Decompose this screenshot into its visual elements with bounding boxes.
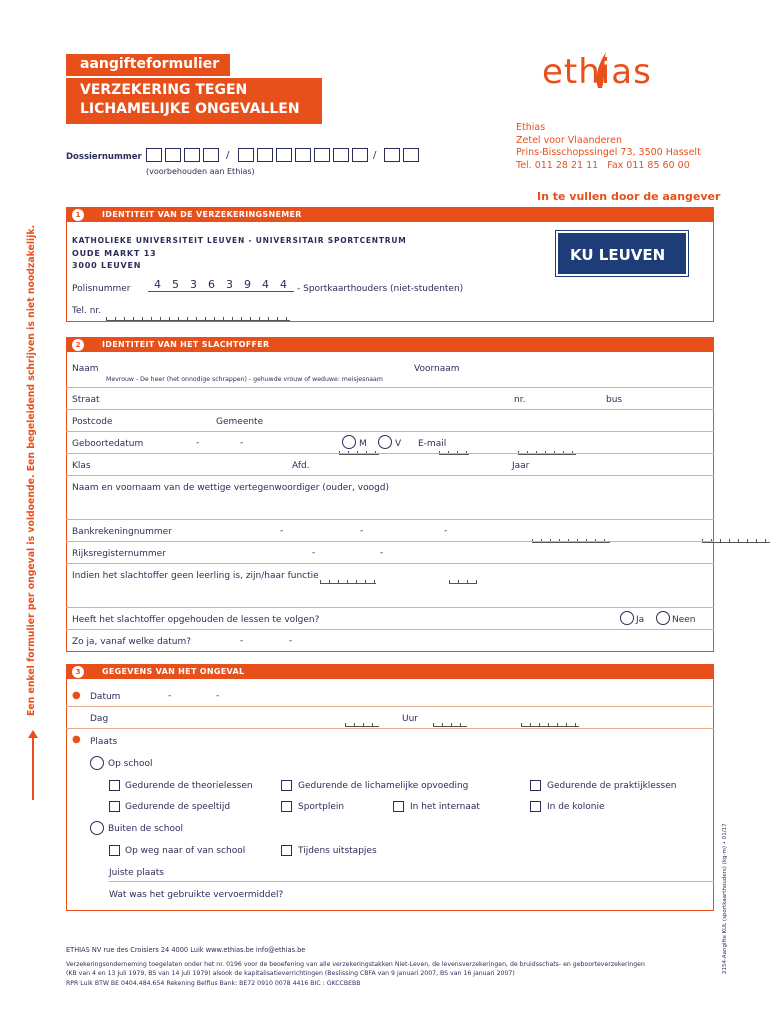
lessen-ja-label: Ja	[636, 615, 645, 625]
weg-checkbox[interactable]	[109, 845, 120, 856]
jaar-label: Jaar	[512, 461, 530, 471]
uitstapjes-label: Tijdens uitstapjes	[298, 846, 377, 856]
speeltijd-label: Gedurende de speeltijd	[125, 802, 231, 812]
accident-day-field[interactable]	[345, 721, 379, 727]
polis-digit: 6	[208, 278, 215, 291]
bullet-icon: ●	[72, 734, 81, 745]
date-dash: -	[196, 438, 200, 448]
address-company: Ethias	[516, 122, 546, 133]
ku-leuven-logo-text: KU LEUVEN	[570, 246, 666, 264]
footer-line4: RPR Luik BTW BE 0404.484.654 Rekening Belfius Bank: BE72 0910 0078 4416 BIC : GKCCBEBB	[66, 979, 361, 987]
straat-label: Straat	[72, 395, 100, 405]
date-dash: -	[168, 691, 172, 701]
birth-month-field[interactable]	[439, 449, 469, 455]
dossier-box[interactable]	[333, 148, 349, 162]
rijks-label: Rijksregisternummer	[72, 549, 166, 559]
dossier-box[interactable]	[165, 148, 181, 162]
section3-number: 3	[72, 666, 84, 678]
klas-label: Klas	[72, 461, 91, 471]
dossier-box[interactable]	[238, 148, 254, 162]
tel-label: Tel. nr.	[72, 306, 102, 316]
kolonie-checkbox[interactable]	[530, 801, 541, 812]
separator	[66, 519, 714, 520]
buiten-school-radio[interactable]	[90, 821, 104, 835]
section1-number: 1	[72, 209, 84, 221]
vertegenwoordiger-label: Naam en voornaam van de wettige vertegenwoordiger (ouder, voogd)	[72, 483, 390, 493]
datum-label: Datum	[90, 692, 121, 702]
footer-line1: ETHIAS NV rue des Croisiers 24 4000 Luik www.ethias.be info@ethias.be	[66, 946, 306, 954]
op-school-radio[interactable]	[90, 756, 104, 770]
section3-title: GEGEVENS VAN HET ONGEVAL	[102, 667, 245, 676]
side-arrow	[28, 730, 38, 802]
separator	[66, 475, 714, 476]
separator	[66, 563, 714, 564]
date-dash: -	[289, 636, 293, 646]
sportplein-checkbox[interactable]	[281, 801, 292, 812]
side-note: Een enkel formulier per ongeval is voldoende. Een begeleidend schrijven is niet noodzakelijk.	[26, 224, 37, 716]
polis-digit: 3	[226, 278, 233, 291]
separator	[66, 706, 714, 707]
dossier-box[interactable]	[403, 148, 419, 162]
date-dash: -	[216, 691, 220, 701]
dossier-box[interactable]	[384, 148, 400, 162]
form-label-bar	[66, 54, 230, 76]
separator	[109, 881, 714, 882]
dossier-box[interactable]	[352, 148, 368, 162]
separator	[66, 431, 714, 432]
rijks-field[interactable]	[449, 578, 477, 584]
accident-month-field[interactable]	[433, 721, 467, 727]
section2-title: IDENTITEIT VAN HET SLACHTOFFER	[102, 340, 270, 349]
naam-note: Mevrouw - De heer (het onnodige schrappen) - gehuwde vrouw of weduwe: meisjesnaam	[106, 376, 383, 383]
functie-label: Indien het slachtoffer geen leerling is, zijn/haar functie	[72, 571, 319, 581]
polis-label: Polisnummer	[72, 284, 131, 294]
postcode-label: Postcode	[72, 417, 113, 427]
polis-digit: 4	[154, 278, 161, 291]
date-dash: -	[312, 548, 316, 558]
juiste-plaats-label: Juiste plaats	[109, 868, 164, 878]
gender-m-label: M	[359, 439, 367, 449]
polis-number	[148, 278, 294, 292]
polis-digit: 4	[280, 278, 287, 291]
separator	[66, 728, 714, 729]
internaat-checkbox[interactable]	[393, 801, 404, 812]
weg-label: Op weg naar of van school	[125, 846, 246, 856]
section2-header	[66, 337, 714, 352]
op-school-label: Op school	[108, 759, 153, 769]
separator	[66, 607, 714, 608]
uur-label: Uur	[402, 714, 418, 724]
dag-label: Dag	[90, 714, 109, 724]
lessen-neen-label: Neen	[672, 615, 696, 625]
separator	[66, 387, 714, 388]
gender-v-radio[interactable]	[378, 435, 392, 449]
arrow-up-icon	[28, 730, 38, 802]
afd-label: Afd.	[292, 461, 310, 471]
uitstapjes-checkbox[interactable]	[281, 845, 292, 856]
dossier-box[interactable]	[257, 148, 273, 162]
date-dash: -	[240, 438, 244, 448]
lich-opv-checkbox[interactable]	[281, 780, 292, 791]
dossier-box[interactable]	[184, 148, 200, 162]
polis-digit: 5	[172, 278, 179, 291]
polis-digit: 4	[262, 278, 269, 291]
dossier-box[interactable]	[295, 148, 311, 162]
date-dash: -	[280, 526, 284, 536]
bank-label: Bankrekeningnummer	[72, 527, 172, 537]
vanaf-label: Zo ja, vanaf welke datum?	[72, 637, 192, 647]
bus-label: bus	[606, 395, 623, 405]
polis-digit: 3	[190, 278, 197, 291]
bullet-icon: ●	[72, 690, 81, 701]
lessen-ja-radio[interactable]	[620, 611, 634, 625]
tel-field[interactable]	[106, 315, 290, 321]
internaat-label: In het internaat	[410, 802, 480, 812]
dossier-separator: /	[226, 150, 230, 161]
email-label: E-mail	[418, 439, 447, 449]
praktijk-checkbox[interactable]	[530, 780, 541, 791]
address-street: Prins-Bisschopssingel 73, 3500 Hasselt	[516, 147, 701, 158]
dossier-note: (voorbehouden aan Ethias)	[146, 167, 255, 176]
ethias-logo	[540, 50, 670, 96]
org-line1: KATHOLIEKE UNIVERSITEIT LEUVEN - UNIVERSITAIR SPORTCENTRUM	[72, 236, 407, 245]
separator	[66, 409, 714, 410]
address-phone: Tel. 011 28 21 11 Fax 011 85 60 00	[516, 159, 690, 171]
form-label: aangifteformulier	[80, 56, 220, 72]
ethias-logo-text: ethias	[542, 52, 652, 92]
plaats-label: Plaats	[90, 737, 118, 747]
fill-note: In te vullen door de aangever	[537, 190, 721, 203]
section1-header	[66, 207, 714, 222]
polis-suffix: - Sportkaarthouders (niet-studenten)	[297, 284, 464, 294]
polis-digit: 9	[244, 278, 251, 291]
theorie-label: Gedurende de theorielessen	[125, 781, 253, 791]
separator	[66, 541, 714, 542]
section1-title: IDENTITEIT VAN DE VERZEKERINGSNEMER	[102, 210, 302, 219]
praktijk-label: Gedurende de praktijklessen	[547, 781, 677, 791]
bank-field[interactable]	[532, 537, 610, 543]
dossier-box[interactable]	[314, 148, 330, 162]
section3-header	[66, 664, 714, 679]
accident-year-field[interactable]	[521, 721, 579, 727]
speeltijd-checkbox[interactable]	[109, 801, 120, 812]
address-office: Zetel voor Vlaanderen	[516, 134, 622, 146]
sportplein-label: Sportplein	[298, 802, 345, 812]
lessen-neen-radio[interactable]	[656, 611, 670, 625]
dossier-box[interactable]	[203, 148, 219, 162]
ku-leuven-logo	[556, 231, 688, 276]
kolonie-label: In de kolonie	[547, 802, 605, 812]
date-dash: -	[444, 526, 448, 536]
voornaam-label: Voornaam	[414, 364, 460, 374]
separator	[66, 453, 714, 454]
nr-label: nr.	[514, 395, 526, 405]
section2-number: 2	[72, 339, 84, 351]
footer	[66, 946, 645, 988]
gemeente-label: Gemeente	[216, 417, 264, 427]
dossier-label: Dossiernummer	[66, 152, 142, 162]
buiten-school-label: Buiten de school	[108, 824, 183, 834]
gender-v-label: V	[395, 439, 402, 449]
birth-year-field[interactable]	[518, 449, 576, 455]
title-line1: VERZEKERING TEGEN	[80, 82, 248, 98]
address-block	[516, 122, 701, 172]
gender-m-radio[interactable]	[342, 435, 356, 449]
date-dash: -	[380, 548, 384, 558]
bank-field[interactable]	[702, 537, 770, 543]
dossier-box[interactable]	[146, 148, 162, 162]
dossier-box[interactable]	[276, 148, 292, 162]
geboortedatum-label: Geboortedatum	[72, 439, 144, 449]
footer-line2: Verzekeringsonderneming toegelaten onder het nr. 0196 voor de beoefening van alle verzekeringstakken Niet-Leven, de levensverzekeringen, de bruidsschats- en geboorteverzekeringen	[66, 960, 645, 968]
title-bar	[66, 78, 322, 124]
date-dash: -	[240, 636, 244, 646]
birth-day-field[interactable]	[339, 449, 379, 455]
separator	[66, 629, 714, 630]
title-line2: LICHAMELIJKE ONGEVALLEN	[80, 101, 300, 117]
rijks-field[interactable]	[320, 578, 376, 584]
theorie-checkbox[interactable]	[109, 780, 120, 791]
org-line2: OUDE MARKT 13	[72, 249, 157, 258]
footer-line3: (KB van 4 en 13 juli 1979, BS van 14 juli 1979) alsook de kapitalisatieverrichtingen (Beslissing CBFA van 9 januari 2007, BS van 16 januari 2007)	[66, 970, 515, 977]
naam-label: Naam	[72, 364, 99, 374]
dossier-separator: /	[373, 150, 377, 161]
lessen-label: Heeft het slachtoffer opgehouden de lessen te volgen?	[72, 615, 320, 625]
org-line3: 3000 LEUVEN	[72, 261, 142, 270]
vervoer-label: Wat was het gebruikte vervoermiddel?	[109, 890, 284, 900]
lich-opv-label: Gedurende de lichamelijke opvoeding	[298, 781, 469, 791]
side-code: 2154-Aangifte KUL (sportkaarthouders) (kg-m) • 01/17	[722, 823, 728, 974]
date-dash: -	[360, 526, 364, 536]
